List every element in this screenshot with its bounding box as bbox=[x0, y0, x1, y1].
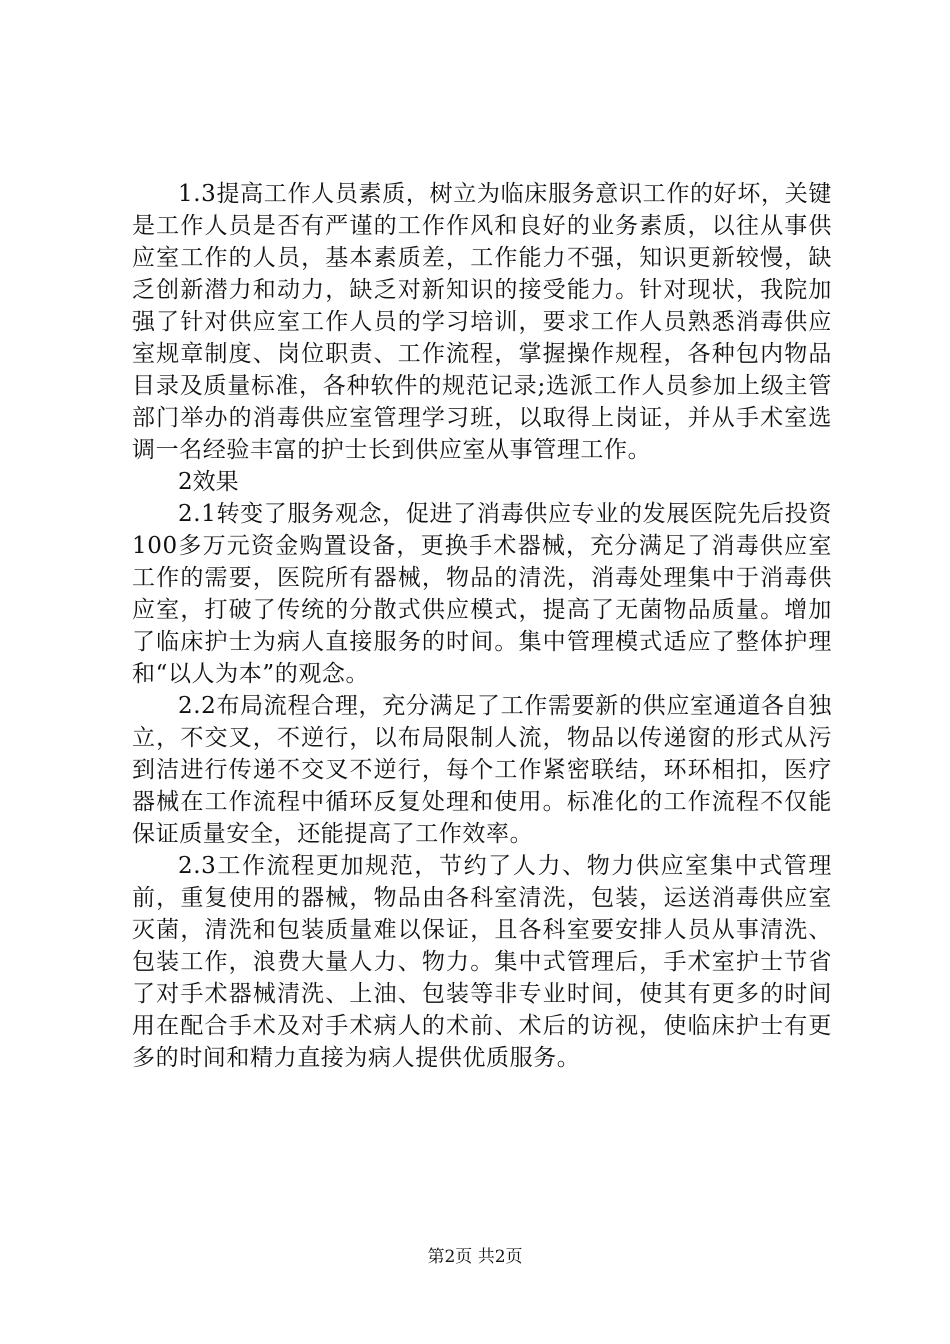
paragraph-2-2: 2.2布局流程合理，充分满足了工作需要新的供应室通道各自独立，不交叉，不逆行，以布局限制人流，物品以传递窗的形式从污到洁进行传递不交叉不逆行，每个工作紧密联结，环环相扣，医疗器械在工作流程中循环反复处理和使用。标准化的工作流程不仅能保证质量安全，还能提高了工作效率。 bbox=[132, 693, 832, 847]
paragraph-1-3: 1.3提高工作人员素质，树立为临床服务意识工作的好坏，关键是工作人员是否有严谨的工作作风和良好的业务素质，以往从事供应室工作的人员，基本素质差，工作能力不强，知识更新较慢，缺乏创新潜力和动力，缺乏对新知识的接受能力。针对现状，我院加强了针对供应室工作人员的学习培训，要求工作人员熟悉消毒供应室规章制度、岗位职责、工作流程，掌握操作规程，各种包内物品目录及质量标准，各种软件的规范记录;选派工作人员参加上级主管部门举办的消毒供应室管理学习班，以取得上岗证，并从手术室选调一名经验丰富的护士长到供应室从事管理工作。 bbox=[132, 181, 832, 463]
paragraph-2-3: 2.3工作流程更加规范，节约了人力、物力供应室集中式管理前，重复使用的器械，物品由各科室清洗，包装，运送消毒供应室灭菌，清洗和包装质量难以保证，且各科室要安排人员从事清洗、包装工作，浪费大量人力、物力。集中式管理后，手术室护士节省了对手术器械清洗、上油、包装等非专业时间，使其有更多的时间用在配合手术及对手术病人的术前、术后的访视，使临床护士有更多的时间和精力直接为病人提供优质服务。 bbox=[132, 853, 832, 1071]
section-heading-effects: 2效果 bbox=[178, 469, 239, 495]
page-footer: 第2页 共2页 bbox=[427, 1247, 523, 1267]
paragraph-2-1: 2.1转变了服务观念，促进了消毒供应专业的发展医院先后投资100多万元资金购置设备，更换手术器械，充分满足了消毒供应室工作的需要，医院所有器械，物品的清洗，消毒处理集中于消毒供应室，打破了传统的分散式供应模式，提高了无菌物品质量。增加了临床护士为病人直接服务的时间。集中管理模式适应了整体护理和“以人为本”的观念。 bbox=[132, 501, 832, 687]
document-body bbox=[132, 178, 832, 1074]
